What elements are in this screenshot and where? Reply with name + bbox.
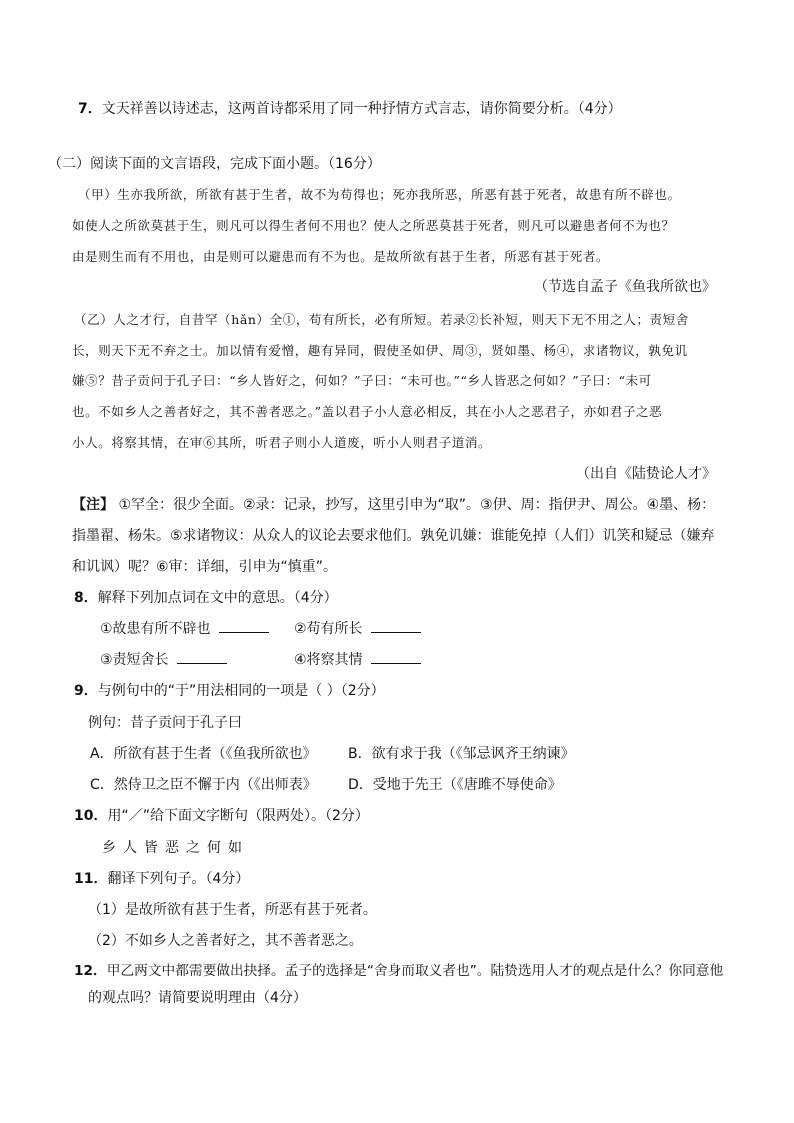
question-text: 与例句中的“于”用法相同的一项是（ ）（2分） bbox=[97, 683, 385, 699]
question-text: 甲乙两文中都需要做出抉择。孟子的选择是“舍身而取义者也”。陆贽选用人才的观点是什么？你同意他 bbox=[106, 963, 724, 979]
question-text: 解释下列加点词在文中的意思。（4分） bbox=[97, 590, 338, 606]
passage-yi-line: （乙）人之才行，自昔罕（hǎn）全①，苟有所长，必有所短。若录②长补短，则天下无不用之人；责短舍 bbox=[74, 312, 689, 327]
q8-item-text: ①故患有所不辟也 bbox=[100, 621, 211, 637]
question-8 bbox=[74, 589, 338, 607]
answer-blank[interactable] bbox=[371, 620, 421, 633]
q8-item bbox=[294, 620, 421, 638]
q9-example: 例句：昔子贡问于孔子曰 bbox=[88, 715, 242, 731]
question-9 bbox=[74, 682, 385, 700]
q8-item bbox=[294, 651, 421, 669]
q8-item bbox=[100, 651, 227, 669]
question-12 bbox=[74, 962, 723, 980]
q11-item: （2）不如乡人之善者好之，其不善者恶之。 bbox=[88, 933, 363, 949]
answer-blank[interactable] bbox=[177, 651, 227, 664]
q8-item-text: ③责短舍长 bbox=[100, 652, 169, 668]
question-number: 12． bbox=[74, 963, 107, 979]
question-text: 用“／”给下面文字断句（限两处）。（2分） bbox=[107, 808, 369, 824]
q8-item-text: ②苟有所长 bbox=[294, 621, 363, 637]
q9-option-a: A．所欲有甚于生者（《鱼我所欲也》 bbox=[90, 746, 317, 762]
question-7 bbox=[78, 100, 622, 118]
notes-line-1 bbox=[72, 496, 715, 514]
passage-jia-line: （甲）生亦我所欲，所欲有甚于生者，故不为苟得也；死亦我所恶，所恶有甚于死者，故患有所不辟也。 bbox=[78, 187, 681, 202]
q9-option-d: D．受地于先王（《唐雎不辱使命》 bbox=[348, 777, 562, 793]
passage-jia-source: （节选自孟子《鱼我所欲也》 bbox=[534, 279, 716, 295]
notes-text: ①罕全：很少全面。②录：记录，抄写，这里引申为“取”。③伊、周：指伊尹、周公。④墨、杨： bbox=[114, 497, 716, 513]
section-heading: （二）阅读下面的文言语段，完成下面小题。（16分） bbox=[48, 156, 381, 172]
passage-yi-source: （出自《陆贽论人才》 bbox=[576, 466, 716, 482]
question-number: 8． bbox=[74, 590, 98, 606]
passage-yi-line: 长，则天下无不弃之士。加以情有爱憎，趣有异同，假使圣如伊、周③，贤如墨、杨④，求诸物议，孰免讥 bbox=[72, 343, 688, 358]
notes-line: 指墨翟、杨朱。⑤求诸物议：从众人的议论去要求他们。孰免讥嫌：谁能免掉（人们）讥笑和疑忌（嫌弃 bbox=[72, 528, 715, 544]
notes-label: 【注】 bbox=[72, 497, 114, 513]
q9-option-b: B．欲有求于我（《邹忌讽齐王纳谏》 bbox=[348, 746, 575, 762]
notes-line: 和讥讽）呢？⑥审：详细，引申为“慎重”。 bbox=[72, 559, 338, 575]
q10-sentence: 乡人皆恶之何如 bbox=[102, 840, 249, 856]
question-12-continued: 的观点吗？请简要说明理由（4分） bbox=[88, 990, 307, 1006]
passage-yi-line: 小人。将察其情，在审⑥其所，听君子则小人道废，听小人则君子道消。 bbox=[72, 435, 492, 450]
question-number: 10． bbox=[74, 808, 108, 824]
passage-jia-line: 如使人之所欲莫甚于生，则凡可以得生者何不用也？使人之所恶莫甚于死者，则凡可以避患者何不为也？ bbox=[72, 218, 675, 233]
passage-yi-line: 也。不如乡人之善者好之，其不善者恶之。”盖以君子小人意必相反，其在小人之恶君子，亦如君子之恶 bbox=[72, 404, 663, 419]
question-text: 翻译下列句子。（4分） bbox=[107, 871, 250, 887]
question-number: 11． bbox=[74, 871, 108, 887]
question-11 bbox=[74, 870, 249, 888]
q11-item: （1）是故所欲有甚于生者，所恶有甚于死者。 bbox=[88, 902, 377, 918]
question-10 bbox=[74, 807, 369, 825]
q8-item bbox=[100, 620, 269, 638]
question-text: 文天祥善以诗述志，这两首诗都采用了同一种抒情方式言志，请你简要分析。（4分） bbox=[101, 101, 622, 117]
question-number: 9． bbox=[74, 683, 98, 699]
answer-blank[interactable] bbox=[219, 620, 269, 633]
q8-item-text: ④将察其情 bbox=[294, 652, 363, 668]
passage-yi-line: 嫌⑤？昔子贡问于孔子曰：“乡人皆好之，何如？”子曰：“未可也。”“乡人皆恶之何如？”子曰：“未可 bbox=[72, 373, 652, 388]
passage-jia-line: 由是则生而有不用也，由是则可以避患而有不为也。是故所欲有甚于生者，所恶有甚于死者。 bbox=[72, 249, 610, 264]
question-number: 7． bbox=[78, 101, 102, 117]
q9-option-c: C．然侍卫之臣不懈于内（《出师表》 bbox=[90, 777, 317, 793]
answer-blank[interactable] bbox=[371, 651, 421, 664]
